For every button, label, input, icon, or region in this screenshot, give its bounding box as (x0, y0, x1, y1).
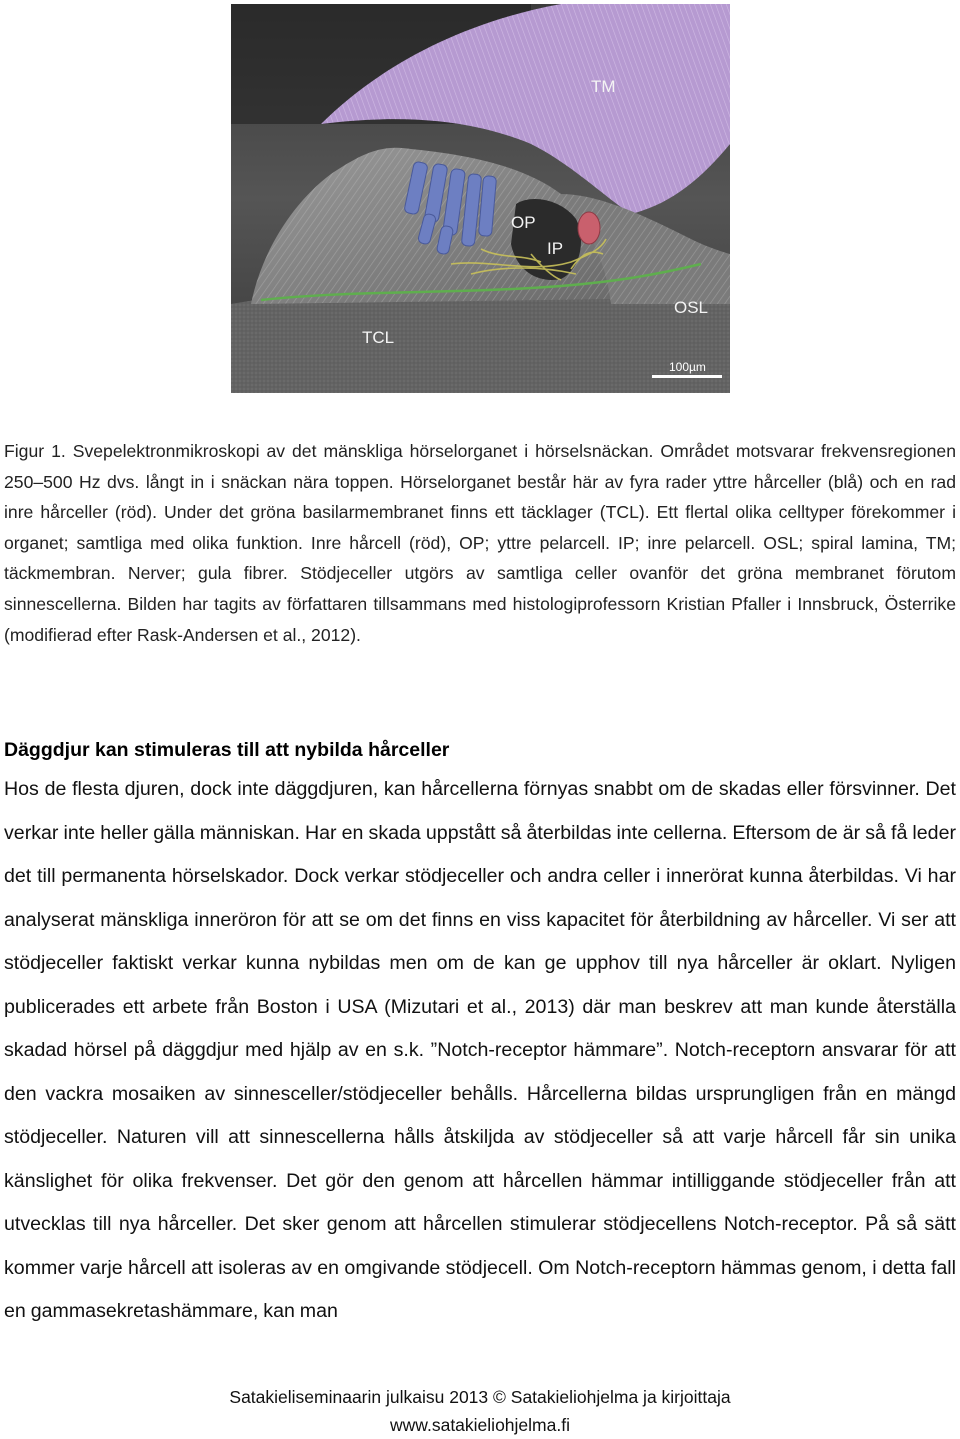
scale-bar-label: 100µm (669, 360, 706, 374)
label-tm: TM (591, 77, 616, 96)
page-footer (0, 1383, 960, 1439)
label-tcl: TCL (362, 328, 395, 347)
footer-website-link[interactable]: www.satakieliohjelma.fi (390, 1415, 570, 1435)
scale-bar (652, 375, 722, 378)
label-ip: IP (547, 239, 564, 258)
section-heading: Däggdjur kan stimuleras till att nybilda hårceller (4, 739, 450, 761)
label-op: OP (511, 213, 536, 232)
figure-caption: Figur 1. Svepelektronmikroskopi av det mänskliga hörselorganet i hörselsnäckan. Området motsvarar frekvensregionen 250–500 Hz dvs. långt in i snäckan nära toppen. Hörselorganet består här av fyra rader yttre hårceller (blå) och en rad inre hårceller (röd). Under det gröna basilarmembranet finns ett täcklager (TCL). Ett flertal olika celltyper förekommer i organet; samtliga med olika funktion. Inre hårcell (röd), OP; yttre pelarcell. IP; inre pelarcell. OSL; spiral lamina, TM; täckmembran. Nerver; gula fibrer. Stödjeceller utgörs av samtliga celler ovanför det gröna membranet förutom sinnescellerna. Bilden har tagits av författaren tillsammans med histologiprofessorn Kristian Pfaller i Innsbruck, Österrike (modifierad efter Rask-Andersen et al., 2012). (4, 441, 956, 645)
footer-publication-line: Satakieliseminaarin julkaisu 2013 © Satakieliohjelma ja kirjoittaja (229, 1387, 731, 1407)
sem-micrograph-figure (231, 4, 730, 393)
section-body-paragraph: Hos de flesta djuren, dock inte däggdjuren, kan hårcellerna förnyas snabbt om de skadas eller försvinner. Det verkar inte heller gälla människan. Har en skada uppstått så återbildas inte cellerna. Eftersom de är så få leder det till permanenta hörselskador. Dock verkar stödjeceller och andra celler i innerörat kunna återbildas. Vi har analyserat mänskliga inneröron för att se om det finns en viss kapacitet för återbildning av hårceller. Vi ser att stödjeceller faktiskt verkar kunna nybildas men om de kan ge upphov till nya hårceller är oklart. Nyligen publicerades ett arbete från Boston i USA (Mizutari et al., 2013) där man beskrev att man kunde återställa skadad hörsel på däggdjur med hjälp av en s.k. ”Notch-receptor hämmare”. Notch-receptorn ansvarar för att den vackra mosaiken av sinnesceller/stödjeceller behålls. Hårcellerna bildas ursprungligen från en mängd stödjeceller. Naturen vill att sinnescellerna hålls åtskiljda av stödjeceller så att varje hårcell får sin unika känslighet för olika frekvenser. Det gör den genom att hårcellen hämmar intilliggande stödjeceller från att utvecklas till nya hårceller. Det sker genom att hårcellen stimulerar stödjecellens Notch-receptor. På så sätt kommer varje hårcell att isoleras av en omgivande stödjecell. Om Notch-receptorn hämmas genom, i detta fall en gammasekretashämmare, kan man (4, 778, 956, 1322)
label-osl: OSL (674, 298, 709, 317)
sem-micrograph-image (231, 4, 730, 393)
inner-hair-cell-shape (578, 212, 600, 244)
